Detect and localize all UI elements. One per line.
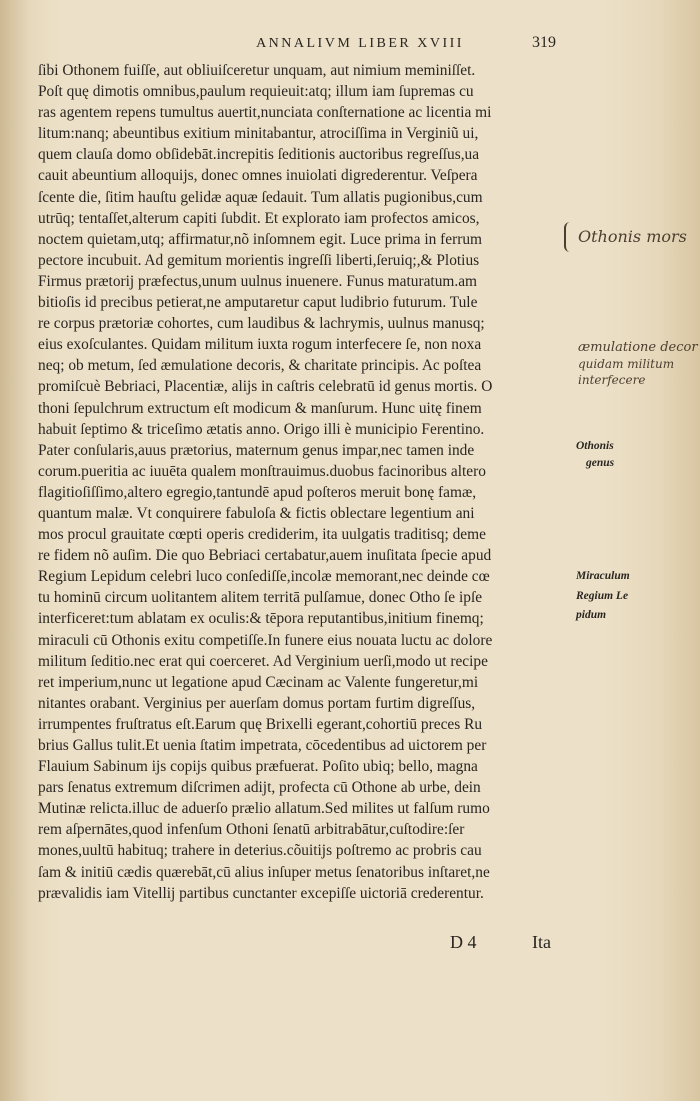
running-head: ANNALIVM LIBER XVIII <box>256 36 464 51</box>
text-line: utrūq; tentaſſet,alterum capiti ſubdit. Et explorato iam profectos amicos, <box>38 209 480 227</box>
text-line: Pater conſularis,auus prætorius, maternum genus impar,nec tamen inde <box>38 441 475 459</box>
text-line: Mutinæ relicta.illuc de aduerſo prælio allatum.Sed milites ut falſum rumo <box>38 800 490 818</box>
text-line: flagitioſiſſimo,altero egregio,tantundē apud poſteros meruit bonę famæ, <box>38 483 477 501</box>
text-line: ſibi Othonem fuiſſe, aut obliuiſceretur unquam, aut nimium meminiſſet. <box>38 62 476 79</box>
text-line: noctem quietam,utq; affirmatur,nõ inſomnem egit. Luce prima in ferrum <box>38 230 483 248</box>
text-line: interficeret:tum ablatam ex oculis:& tēpora reputantibus,initium finemq; <box>38 610 484 628</box>
text-line: mos procul grauitate cœpti operis crediderim, ita uulgatis traditisq; deme <box>38 526 486 544</box>
text-line: pars ſenatus extremum diſcrimen adijt, profecta cū Othone ab urbe, dein <box>38 779 481 797</box>
text-line: pectore incubuit. Ad gemitum morientis ingreſſi liberti,ſeruiq;,& Plotius <box>38 251 480 269</box>
text-line: rem aſpernātes,quod infenſum Othoni ſenatū arbitrabātur,cuſtodire:ſer <box>38 821 465 839</box>
text-line: miraculi cū Othonis exitu competiſſe.In funere eius nouata luctu ac dolore <box>38 631 493 649</box>
catchword: Ita <box>532 932 551 952</box>
margin-note-miraculum: Miraculum <box>576 570 630 582</box>
text-line: bitioſis id precibus petierat,ne amputaretur caput ludibrio futurum. Tule <box>38 294 478 312</box>
text-line: cauit abeuntium alloquijs, donec omnes inuiolati digrederentur. Veſpera <box>38 167 478 185</box>
signature-mark: D 4 <box>450 932 477 952</box>
text-line: ſcente die, ſitim hauſtu gelidæ aquæ ſedauit. Tum allatis pugionibus,cum <box>38 188 483 206</box>
text-line: Firmus prætorij præfectus,unum uulnus inuenere. Funus maturatum.am <box>38 272 478 290</box>
text-line: Regium Lepidum celebri luco conſediſſe,incolæ memorant,nec deinde cœ <box>38 568 490 586</box>
text-line: habuit ſeptimo & triceſimo ætatis anno. Origo illi è municipio Ferentino. <box>38 420 485 438</box>
margin-note-pidum: pidum <box>576 609 607 621</box>
margin-note-regium-le: Regium Le <box>576 590 629 602</box>
text-line: militum ſeditio.nec erat qui coerceret. Ad Verginium uerſi,modo ut recipe <box>38 652 488 670</box>
text-line: Flauium Sabinum ijs copijs quibus præfuerat. Poſito ubiq; bello, magna <box>38 758 478 776</box>
text-line: ras agentem repens tumultus auertit,nunciata conſternatione ac licentia mi <box>38 104 492 122</box>
folio-number: 319 <box>532 34 556 51</box>
text-line: Poſt quę dimotis omnibus,paulum requieuit:atq; illum iam ſupremas cu <box>38 83 474 101</box>
text-line: mones,uultū habituq; trahere in deterius.cõuitijs poſtremo ac probris cau <box>38 842 482 860</box>
text-line: irrumpentes fruſtratus eſt.Earum quę Brixelli egerant,cohortiū preces Ru <box>38 715 483 733</box>
text-line: corum.pueritia ac iuuēta qualem monſtrauimus.duobus facinoribus altero <box>38 462 486 480</box>
handwritten-note-aemulatione: æmulatione decor <box>578 340 698 355</box>
text-line: re fidem nõ auſim. Die quo Bebriaci certabatur,auem inuſitata ſpecie apud <box>38 547 492 565</box>
text-line: brius Gallus tulit.Et uenia ſtatim impetrata, cōcedentibus ad uictorem per <box>38 737 487 754</box>
text-line: promiſcuè Bebriaci, Placentiæ, alijs in caſtris celebratū id genus mortis. O <box>38 378 493 396</box>
text-line: re corpus prætoriæ cohortes, cum laudibus & lachrymis, uulnus manusq; <box>38 315 485 333</box>
margin-note-genus: genus <box>586 457 615 469</box>
text-line: litum:nanq; abeuntibus exitium minitabantur, atrociſſima in Verginiũ ui, <box>38 125 479 143</box>
text-line: prævalidis iam Vitellij partibus cunctanter excepiſſe uictoriā crederentur. <box>38 884 484 902</box>
margin-note-othonis: Othonis <box>576 440 614 452</box>
text-line: eius exoſculantes. Quidam militum iuxta rogum interfecere ſe, non noxa <box>38 336 482 354</box>
handwritten-bracket <box>564 222 576 252</box>
handwritten-note-quidam: quidam militum <box>578 357 675 371</box>
text-line: quem clauſa domo obſidebāt.increpitis ſeditionis auctoribus regreſſus,ua <box>38 146 480 164</box>
text-line: ret imperium,nunc ut legatione apud Cæcinam ac Valente fungeretur,mi <box>38 673 479 691</box>
text-line: nitantes orabant. Verginius per auerſam domus portam furtim digreſſus, <box>38 694 476 712</box>
text-line: quantum malæ. Vt conquirere fabuloſa & fictis oblectare legentium ani <box>38 504 475 522</box>
handwritten-note-interfecere: interfecere <box>578 373 646 387</box>
text-line: tu hominū circum uolitantem alitem territā pulſamue, donec Otho ſe ipſe <box>38 589 483 607</box>
text-line: ſam & initiū cædis quærebāt,cū alius inſuper metus ſenatoribus inſtaret,ne <box>38 863 490 881</box>
text-line: neq; ob metum, ſed æmulatione decoris, & charitate principis. Ac poſtea <box>38 357 482 375</box>
text-line: thoni ſepulchrum extructum eſt modicum & manſurum. Hunc uitę finem <box>38 399 482 417</box>
main-text-block <box>38 60 578 904</box>
handwritten-note-othonis-mors: Othonis mors <box>578 227 687 246</box>
